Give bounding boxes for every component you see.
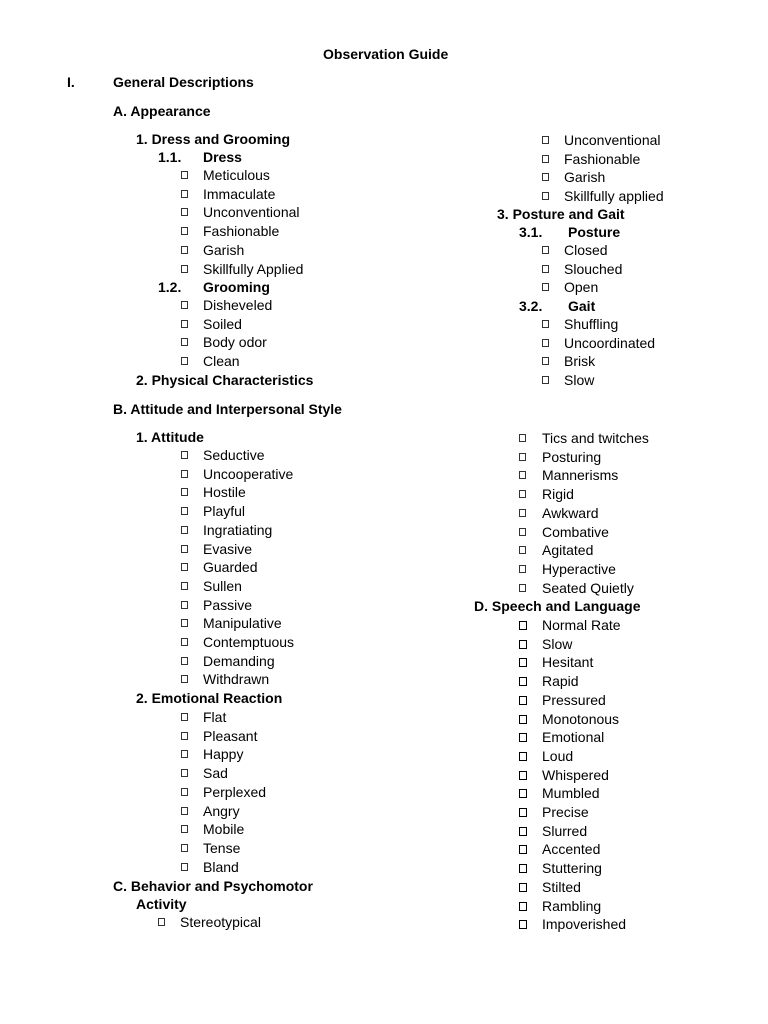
checkbox-label: Mannerisms: [542, 467, 619, 484]
checkbox-label: Meticulous: [203, 167, 270, 183]
checkbox[interactable]: [181, 675, 188, 683]
heading-behavior-line1: C. Behavior and Psychomotor: [113, 878, 313, 894]
checkbox[interactable]: [181, 657, 188, 665]
checkbox[interactable]: [542, 357, 549, 365]
checkbox[interactable]: [181, 246, 188, 254]
checkbox[interactable]: [519, 752, 527, 761]
checkbox[interactable]: [542, 173, 549, 181]
checkbox[interactable]: [519, 546, 526, 554]
checkbox-label: Sad: [203, 765, 228, 782]
heading-gait-number: 3.2.: [519, 298, 543, 314]
checkbox[interactable]: [542, 155, 549, 163]
checkbox[interactable]: [181, 301, 188, 309]
heading-speech-language: D. Speech and Language: [474, 598, 641, 614]
checkbox-label: Pleasant: [203, 727, 258, 744]
checkbox[interactable]: [542, 283, 549, 291]
checkbox-label: Tense: [203, 839, 241, 856]
checkbox[interactable]: [181, 619, 188, 627]
checkbox-label: Sullen: [203, 577, 242, 594]
heading-grooming: Grooming: [203, 279, 270, 295]
checkbox[interactable]: [519, 453, 526, 461]
checkbox-label: Angry: [203, 802, 240, 819]
checkbox-label: Agitated: [542, 542, 594, 559]
heading-attitude-style: B. Attitude and Interpersonal Style: [113, 401, 342, 417]
heading-attitude: 1. Attitude: [136, 429, 204, 445]
checkbox-label: Emotional: [542, 729, 605, 746]
checkbox-label: Soiled: [203, 315, 242, 332]
checkbox[interactable]: [158, 918, 165, 926]
checkbox[interactable]: [542, 320, 549, 328]
checkbox[interactable]: [519, 733, 527, 742]
checkbox[interactable]: [519, 864, 527, 873]
checkbox-label: Demanding: [203, 652, 275, 669]
checkbox[interactable]: [181, 563, 188, 571]
checkbox-label: Clean: [203, 353, 240, 370]
heading-behavior-line2: Activity: [136, 896, 187, 912]
checkbox[interactable]: [181, 338, 188, 346]
checkbox-label: Shuffling: [564, 316, 619, 332]
checkbox[interactable]: [542, 192, 549, 200]
checkbox[interactable]: [181, 470, 188, 478]
checkbox-label: Precise: [542, 804, 589, 820]
checkbox[interactable]: [519, 434, 526, 442]
checkbox-label: Stilted: [542, 878, 581, 895]
checkbox[interactable]: [519, 584, 526, 592]
checkbox-label: Tics and twitches: [542, 430, 649, 446]
checkbox-label: Stuttering: [542, 860, 602, 877]
checkbox[interactable]: [519, 658, 527, 667]
checkbox[interactable]: [519, 677, 527, 686]
checkbox[interactable]: [519, 827, 527, 836]
checkbox-label: Accented: [542, 841, 601, 858]
heading-posture-gait: 3. Posture and Gait: [497, 206, 625, 222]
checkbox[interactable]: [519, 640, 527, 649]
checkbox-label: Uncoordinated: [564, 334, 656, 351]
checkbox[interactable]: [181, 582, 188, 590]
checkbox[interactable]: [181, 171, 188, 179]
checkbox-label: Garish: [564, 169, 606, 186]
checkbox[interactable]: [181, 638, 188, 646]
checkbox-label: Happy: [203, 746, 244, 763]
checkbox-label: Body odor: [203, 334, 267, 351]
checkbox-label: Withdrawn: [203, 671, 270, 688]
checkbox-label: Loud: [542, 747, 574, 764]
checkbox-label: Whispered: [542, 766, 609, 783]
checkbox[interactable]: [181, 265, 188, 273]
checkbox-label: Skillfully applied: [564, 188, 664, 205]
checkbox[interactable]: [181, 769, 188, 777]
checkbox[interactable]: [542, 376, 549, 384]
checkbox[interactable]: [181, 601, 188, 609]
checkbox[interactable]: [181, 750, 188, 758]
checkbox-label: Combative: [542, 523, 609, 540]
checkbox-label: Uncooperative: [203, 465, 294, 482]
checkbox-label: Perplexed: [203, 783, 267, 800]
heading-grooming-number: 1.2.: [158, 279, 182, 295]
checkbox[interactable]: [519, 696, 527, 705]
heading-dress-grooming: 1. Dress and Grooming: [136, 131, 291, 147]
checkbox[interactable]: [181, 526, 188, 534]
checkbox-label: Rapid: [542, 673, 579, 690]
checkbox-label: Contemptuous: [203, 634, 295, 650]
checkbox-label: Seated Quietly: [542, 579, 634, 596]
heading-dress: Dress: [203, 149, 242, 165]
checkbox-label: Seductive: [203, 447, 265, 463]
checkbox[interactable]: [181, 844, 188, 852]
checkbox-label: Monotonous: [542, 710, 620, 727]
checkbox-label: Normal Rate: [542, 617, 621, 633]
checkbox[interactable]: [519, 509, 526, 517]
checkbox[interactable]: [542, 246, 549, 254]
checkbox-label: Hostile: [203, 484, 246, 501]
checkbox-label: Pressured: [542, 691, 606, 708]
checkbox-label: Hesitant: [542, 654, 594, 671]
checkbox-label: Unconventional: [203, 204, 300, 221]
checkbox-label: Flat: [203, 709, 227, 725]
checkbox[interactable]: [181, 451, 188, 459]
checkbox-label: Slouched: [564, 260, 623, 277]
checkbox[interactable]: [181, 227, 188, 235]
checkbox-label: Fashionable: [564, 150, 641, 167]
checkbox-label: Posturing: [542, 448, 602, 465]
checkbox[interactable]: [519, 845, 527, 854]
checkbox-label: Impoverished: [542, 916, 627, 933]
checkbox[interactable]: [542, 136, 549, 144]
checkbox[interactable]: [181, 320, 188, 328]
checkbox[interactable]: [519, 808, 527, 817]
checkbox-label: Unconventional: [564, 132, 661, 148]
checkbox[interactable]: [181, 357, 188, 365]
checkbox[interactable]: [519, 528, 526, 536]
checkbox[interactable]: [181, 545, 188, 553]
heading-physical-characteristics: 2. Physical Characteristics: [136, 372, 314, 388]
checkbox[interactable]: [519, 920, 527, 929]
checkbox[interactable]: [181, 208, 188, 216]
checkbox-label: Guarded: [203, 559, 258, 576]
checkbox[interactable]: [181, 863, 188, 871]
heading-gait: Gait: [568, 298, 596, 314]
checkbox[interactable]: [519, 471, 526, 479]
checkbox[interactable]: [181, 507, 188, 515]
heading-emotional-reaction: 2. Emotional Reaction: [136, 690, 283, 706]
checkbox[interactable]: [519, 490, 526, 498]
checkbox-label: Mobile: [203, 821, 245, 838]
checkbox-label: Slow: [564, 372, 595, 389]
checkbox-label: Open: [564, 279, 599, 296]
section-heading: General Descriptions: [113, 74, 254, 90]
checkbox[interactable]: [181, 713, 188, 721]
checkbox[interactable]: [181, 488, 188, 496]
checkbox-label: Playful: [203, 503, 246, 520]
checkbox-label: Slow: [542, 635, 573, 652]
checkbox[interactable]: [519, 902, 527, 911]
checkbox-label: Skillfully Applied: [203, 260, 304, 277]
checkbox[interactable]: [181, 190, 188, 198]
checkbox-label: Awkward: [542, 504, 599, 521]
page-title: Observation Guide: [323, 46, 449, 62]
checkbox[interactable]: [519, 883, 527, 892]
checkbox[interactable]: [181, 732, 188, 740]
heading-dress-number: 1.1.: [158, 149, 182, 165]
checkbox[interactable]: [181, 825, 188, 833]
checkbox[interactable]: [181, 788, 188, 796]
checkbox-label: Garish: [203, 241, 245, 258]
checkbox-label: Slurred: [542, 822, 588, 839]
checkbox-label: Brisk: [564, 353, 596, 370]
checkbox-label: Evasive: [203, 540, 253, 557]
checkbox[interactable]: [542, 265, 549, 273]
section-number: I.: [67, 74, 75, 90]
checkbox[interactable]: [181, 807, 188, 815]
checkbox-label: Bland: [203, 858, 239, 875]
checkbox[interactable]: [519, 715, 527, 724]
heading-posture: Posture: [568, 224, 621, 240]
checkbox[interactable]: [519, 789, 527, 798]
checkbox[interactable]: [519, 565, 526, 573]
checkbox[interactable]: [542, 339, 549, 347]
checkbox-label: Ingratiating: [203, 521, 273, 538]
checkbox-label: Rambling: [542, 897, 602, 914]
checkbox-label: Stereotypical: [180, 914, 261, 930]
checkbox[interactable]: [519, 771, 527, 780]
checkbox[interactable]: [519, 621, 527, 630]
checkbox-label: Manipulative: [203, 615, 282, 632]
heading-appearance: A. Appearance: [113, 103, 211, 119]
checkbox-label: Immaculate: [203, 185, 276, 202]
checkbox-label: Rigid: [542, 486, 574, 503]
checkbox-label: Passive: [203, 596, 253, 613]
checkbox-label: Mumbled: [542, 785, 600, 802]
checkbox-label: Fashionable: [203, 223, 280, 240]
heading-posture-number: 3.1.: [519, 224, 543, 240]
checkbox-label: Disheveled: [203, 297, 273, 313]
checkbox-label: Hyperactive: [542, 560, 616, 577]
checkbox-label: Closed: [564, 242, 608, 258]
